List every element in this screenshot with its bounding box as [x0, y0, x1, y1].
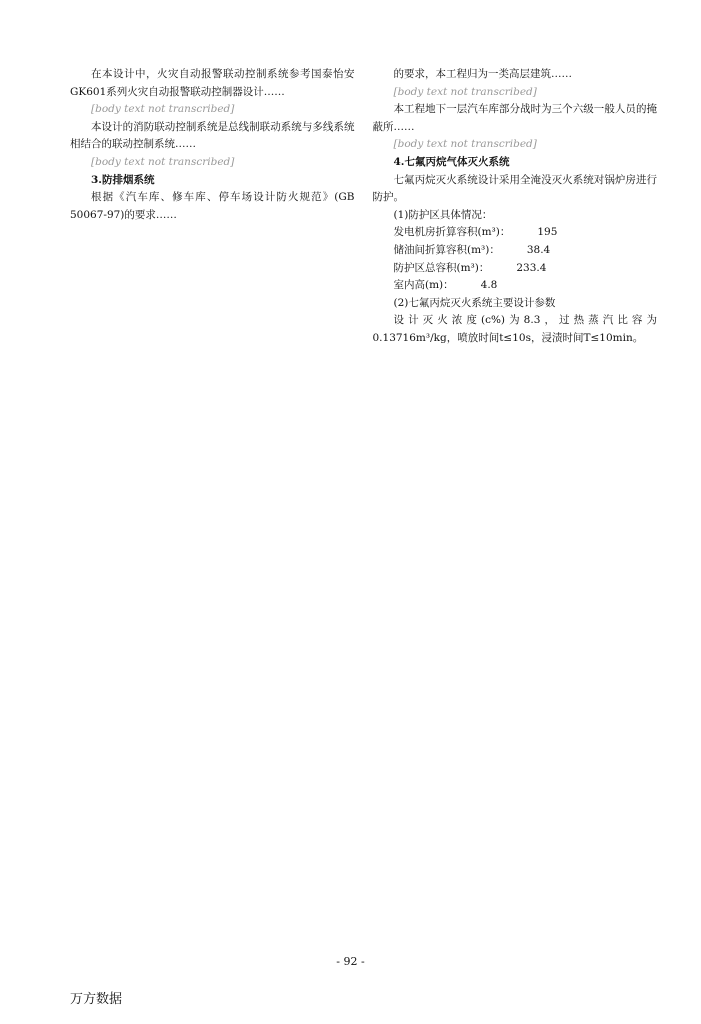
paragraph-placeholder: [body text not transcribed] — [91, 155, 235, 168]
paragraph: 本工程地下一层汽车库部分战时为三个六级一般人员的掩蔽所…… — [372, 103, 657, 133]
spec-list — [373, 224, 658, 294]
paragraph-placeholder: [body text not transcribed] — [393, 138, 537, 151]
page-number: - 92 - — [336, 955, 365, 968]
paragraph: 的要求，本工程归为一类高层建筑…… — [393, 68, 572, 80]
spec-row: 室内高(m)： 4.8 — [393, 279, 498, 292]
spec-row: 发电机房折算容积(m³)： 195 — [393, 226, 558, 239]
article-columns — [70, 66, 657, 916]
section-heading: 4.七氟丙烷气体灭火系统 — [393, 155, 510, 168]
paragraph: 七氟丙烷灭火系统设计采用全淹没灭火系统对锅炉房进行防护。 — [372, 173, 657, 204]
paragraph: 设计灭火浓度(c%)为8.3，过热蒸汽比容为0.13716m³/kg，喷放时间t≤10s，浸渍时间T≤10min。 — [372, 314, 657, 344]
left-column — [70, 66, 355, 916]
paragraph-placeholder: [body text not transcribed] — [91, 103, 235, 116]
paragraph: 根据《汽车库、修车库、停车场设计防火规范》(GB 50067-97)的要求…… — [70, 191, 355, 221]
paragraph-placeholder: [body text not transcribed] — [393, 85, 537, 98]
spec-row: 储油间折算容积(m³)： 38.4 — [393, 243, 551, 256]
subheading: (1)防护区具体情况： — [393, 208, 493, 221]
source-watermark: 万方数据 — [70, 992, 123, 1007]
section-heading: 3.防排烟系统 — [91, 173, 155, 186]
spec-row: 防护区总容积(m³)： 233.4 — [393, 261, 547, 274]
paragraph: 本设计的消防联动控制系统是总线制联动系统与多线系统相结合的联动控制系统…… — [70, 120, 355, 151]
paragraph: 在本设计中，火灾自动报警联动控制系统参考国泰怡安GK601系列火灾自动报警联动控制器设计…… — [70, 68, 355, 98]
right-column — [373, 66, 658, 916]
subheading: (2)七氟丙烷灭火系统主要设计参数 — [393, 296, 556, 309]
